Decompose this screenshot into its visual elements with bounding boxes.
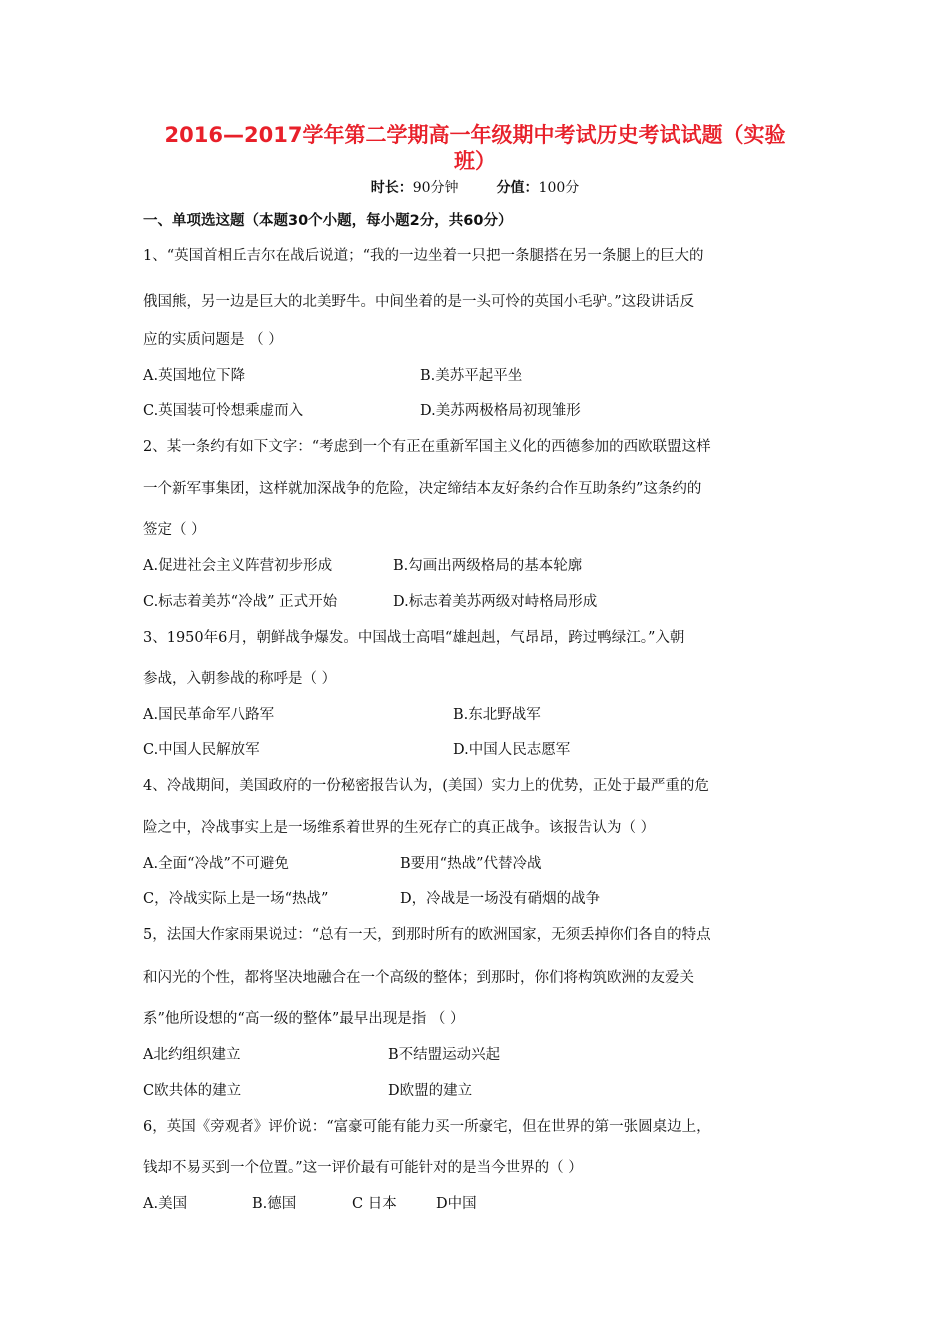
question-6-option-d: D中国 bbox=[436, 1196, 477, 1212]
question-3-line-1: 3、1950年6月，朝鲜战争爆发。中国战士高唱“雄赳赳，气昂昂，跨过鸭绿江。”入朝 bbox=[143, 630, 685, 646]
exam-title-line-1: 2016—2017学年第二学期高一年级期中考试历史考试试题（实验 bbox=[164, 123, 786, 147]
question-1-option-a: A.英国地位下降 bbox=[143, 368, 246, 384]
question-4-option-a: A.全面“冷战”不可避免 bbox=[143, 856, 289, 872]
question-6-line-2: 钱却不易买到一个位置。”这一评价最有可能针对的是当今世界的（ ） bbox=[143, 1160, 583, 1176]
duration-label: 时长： bbox=[370, 180, 413, 196]
question-4-option-b: B要用“热战”代替冷战 bbox=[400, 856, 542, 872]
question-4-line-1: 4、冷战期间，美国政府的一份秘密报告认为，(美国）实力上的优势，正处于最严重的危 bbox=[143, 778, 709, 794]
score-label: 分值： bbox=[496, 180, 539, 196]
question-3-option-b: B.东北野战军 bbox=[453, 707, 541, 723]
question-5-line-3: 系”他所设想的“高一级的整体”最早出现是指 （ ） bbox=[143, 1011, 465, 1027]
question-2-option-a: A.促进社会主义阵营初步形成 bbox=[143, 558, 333, 574]
question-6-option-c: C 日本 bbox=[352, 1196, 397, 1212]
exam-title bbox=[120, 122, 830, 174]
question-1-line-2: 俄国熊，另一边是巨大的北美野牛。中间坐着的是一头可怜的英国小毛驴。”这段讲话反 bbox=[143, 294, 695, 310]
question-5-option-a: A北约组织建立 bbox=[143, 1047, 241, 1063]
score-value: 100分 bbox=[538, 180, 580, 196]
question-2-line-3: 签定（ ） bbox=[143, 522, 206, 538]
question-3-option-d: D.中国人民志愿军 bbox=[453, 742, 571, 758]
question-3-option-c: C.中国人民解放军 bbox=[143, 742, 260, 758]
question-3-line-2: 参战，入朝参战的称呼是（ ） bbox=[143, 671, 337, 687]
question-5-line-1: 5，法国大作家雨果说过：“总有一天，到那时所有的欧洲国家，无须丢掉你们各自的特点 bbox=[143, 927, 711, 943]
question-6-line-1: 6，英国《旁观者》评价说：“富豪可能有能力买一所豪宅，但在世界的第一张圆桌边上， bbox=[143, 1119, 711, 1135]
question-6-option-b: B.德国 bbox=[252, 1196, 297, 1212]
question-2-option-d: D.标志着美苏两级对峙格局形成 bbox=[393, 594, 598, 610]
section-heading: 一、单项选这题（本题30个小题，每小题2分，共60分） bbox=[143, 213, 513, 229]
question-1-option-c: C.英国装可怜想乘虚而入 bbox=[143, 403, 304, 419]
exam-meta bbox=[0, 177, 950, 197]
question-2-line-1: 2、某一条约有如下文字：“考虑到一个有正在重新军国主义化的西德参加的西欧联盟这样 bbox=[143, 439, 711, 455]
question-5-option-d: D欧盟的建立 bbox=[388, 1083, 473, 1099]
question-5-line-2: 和闪光的个性，都将坚决地融合在一个高级的整体；到那时，你们将构筑欧洲的友爱关 bbox=[143, 970, 694, 986]
question-2-option-b: B.勾画出两级格局的基本轮廓 bbox=[393, 558, 583, 574]
question-1-line-3: 应的实质问题是 （ ） bbox=[143, 332, 283, 348]
question-1-option-d: D.美苏两极格局初现雏形 bbox=[420, 403, 581, 419]
duration-value: 90分钟 bbox=[412, 180, 459, 196]
question-1-option-b: B.美苏平起平坐 bbox=[420, 368, 523, 384]
question-4-option-c: C，冷战实际上是一场“热战” bbox=[143, 891, 329, 907]
exam-title-line-2: 班） bbox=[454, 149, 496, 173]
question-2-option-c: C.标志着美苏“冷战” 正式开始 bbox=[143, 594, 338, 610]
question-5-option-b: B不结盟运动兴起 bbox=[388, 1047, 501, 1063]
question-2-line-2: 一个新军事集团，这样就加深战争的危险，决定缔结本友好条约合作互助条约”这条约的 bbox=[143, 481, 702, 497]
question-4-line-2: 险之中，冷战事实上是一场维系着世界的生死存亡的真正战争。该报告认为（ ） bbox=[143, 820, 656, 836]
question-4-option-d: D，冷战是一场没有硝烟的战争 bbox=[400, 891, 601, 907]
question-3-option-a: A.国民革命军八路军 bbox=[143, 707, 275, 723]
question-1-line-1: 1、“英国首相丘吉尔在战后说道；“我的一边坐着一只把一条腿搭在另一条腿上的巨大的 bbox=[143, 248, 704, 264]
question-6-option-a: A.美国 bbox=[143, 1196, 188, 1212]
question-5-option-c: C欧共体的建立 bbox=[143, 1083, 242, 1099]
